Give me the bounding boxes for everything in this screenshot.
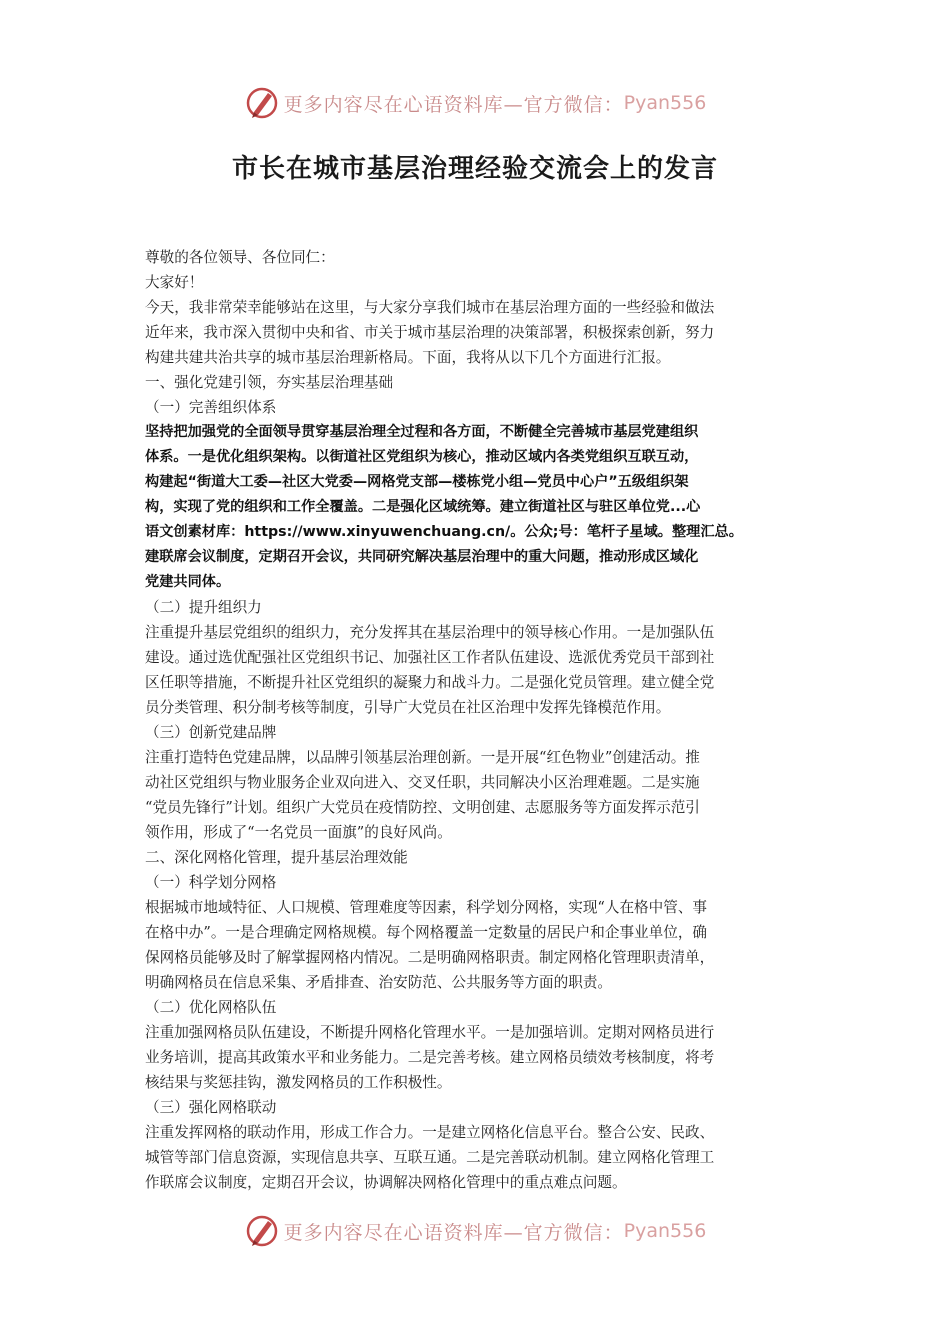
body-line: 注重发挥网格的联动作用，形成工作合力。一是建立网格化信息平台。整合公安、民政、 — [145, 1124, 715, 1141]
footer-watermark-banner — [0, 1211, 950, 1251]
body-line: 构，实现了党的组织和工作全覆盖。二是强化区域统筹。建立街道社区与驻区单位党...心 — [145, 499, 701, 515]
body-line: 保网格员能够及时了解掌握网格内情况。二是明确网格职责。制定网格化管理职责清单， — [145, 949, 715, 966]
body-line: （一）科学划分网格 — [145, 874, 277, 891]
body-line: （二）优化网格队伍 — [145, 999, 277, 1016]
body-line: 建联席会议制度，定期召开会议，共同研究解决基层治理中的重大问题，推动形成区域化 — [145, 549, 699, 565]
body-line: 业务培训，提高其政策水平和业务能力。二是完善考核。建立网格员绩效考核制度，将考 — [145, 1049, 715, 1066]
banner-text: 更多内容尽在心语资料库—官方微信： — [283, 93, 624, 116]
body-line: 二、深化网格化管理，提升基层治理效能 — [145, 849, 408, 866]
body-line: 近年来，我市深入贯彻中央和省、市关于城市基层治理的决策部署，积极探索创新，努力 — [145, 324, 715, 341]
body-line: （二）提升组织力 — [145, 599, 262, 616]
body-line: （三）强化网格联动 — [145, 1099, 277, 1116]
body-line: 构建起“街道大工委—社区大党委—网格党支部—楼栋党小组—党员中心户”五级组织架 — [145, 474, 689, 490]
header-watermark-banner — [0, 83, 950, 123]
body-line: 在格中办”。一是合理确定网格规模。每个网格覆盖一定数量的居民户和企事业单位，确 — [145, 924, 708, 941]
body-line: （三）创新党建品牌 — [145, 724, 277, 741]
body-line: 语文创素材库：https://www.xinyuwenchuang.cn/。公众;号：笔杆子星域。整理汇总。 — [145, 524, 743, 540]
body-line: 注重提升基层党组织的组织力，充分发挥其在基层治理中的领导核心作用。一是加强队伍 — [145, 624, 715, 641]
banner-wechat-id: Pyan556 — [623, 1220, 707, 1242]
body-line: 尊敬的各位领导、各位同仁： — [145, 249, 335, 266]
body-line: 作联席会议制度，定期召开会议，协调解决网格化管理中的重点难点问题。 — [145, 1174, 627, 1191]
body-line: 一、强化党建引领，夯实基层治理基础 — [145, 374, 394, 391]
body-line: 注重打造特色党建品牌，以品牌引领基层治理创新。一是开展“红色物业”创建活动。推 — [145, 749, 700, 766]
body-line: 建设。通过选优配强社区党组织书记、加强社区工作者队伍建设、选派优秀党员干部到社 — [145, 649, 715, 666]
banner-wechat-id: Pyan556 — [623, 92, 707, 114]
body-line: 坚持把加强党的全面领导贯穿基层治理全过程和各方面，不断健全完善城市基层党建组织 — [145, 424, 699, 440]
pen-logo-icon — [244, 85, 280, 121]
body-line: 动社区党组织与物业服务企业双向进入、交叉任职，共同解决小区治理难题。二是实施 — [145, 774, 700, 791]
body-line: 注重加强网格员队伍建设，不断提升网格化管理水平。一是加强培训。定期对网格员进行 — [145, 1024, 715, 1041]
document-body — [145, 245, 810, 1195]
body-line: “党员先锋行”计划。组织广大党员在疫情防控、文明创建、志愿服务等方面发挥示范引 — [145, 799, 700, 816]
body-line: 领作用，形成了“一名党员一面旗”的良好风尚。 — [145, 824, 452, 841]
banner-text: 更多内容尽在心语资料库—官方微信： — [283, 1221, 624, 1244]
body-line: 根据城市地域特征、人口规模、管理难度等因素，科学划分网格，实现“人在格中管、事 — [145, 899, 708, 916]
body-line: 区任职等措施，不断提升社区党组织的凝聚力和战斗力。二是强化党员管理。建立健全党 — [145, 674, 715, 691]
body-line: 明确网格员在信息采集、矛盾排查、治安防范、公共服务等方面的职责。 — [145, 974, 613, 991]
body-line: 构建共建共治共享的城市基层治理新格局。下面，我将从以下几个方面进行汇报。 — [145, 349, 671, 366]
body-line: （一）完善组织体系 — [145, 399, 277, 416]
body-line: 党建共同体。 — [145, 574, 231, 590]
body-line: 体系。一是优化组织架构。以街道社区党组织为核心，推动区域内各类党组织互联互动， — [145, 449, 699, 465]
document-title: 市长在城市基层治理经验交流会上的发言 — [231, 154, 718, 184]
pen-logo-icon — [244, 1213, 280, 1249]
body-line: 大家好！ — [145, 274, 204, 291]
body-line: 员分类管理、积分制考核等制度，引导广大党员在社区治理中发挥先锋模范作用。 — [145, 699, 671, 716]
body-line: 核结果与奖惩挂钩，激发网格员的工作积极性。 — [145, 1074, 452, 1091]
body-line: 城管等部门信息资源，实现信息共享、互联互通。二是完善联动机制。建立网格化管理工 — [145, 1149, 715, 1166]
body-line: 今天，我非常荣幸能够站在这里，与大家分享我们城市在基层治理方面的一些经验和做法 — [145, 299, 715, 316]
